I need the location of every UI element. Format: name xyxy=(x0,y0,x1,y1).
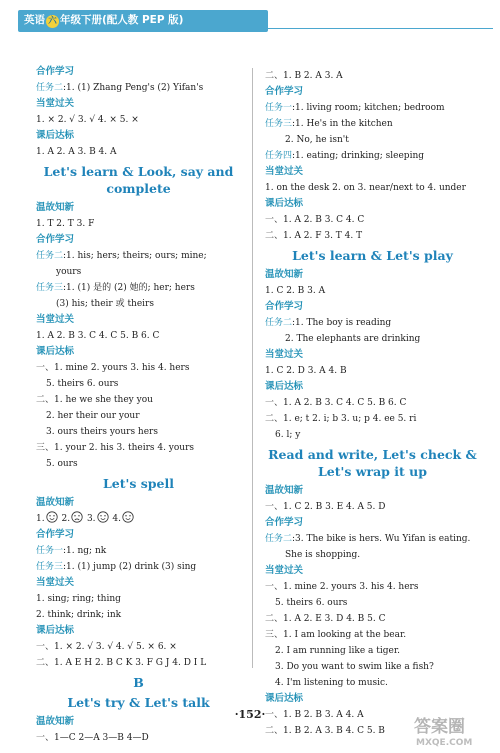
answer-line: 一、1. × 2. √ 3. √ 4. √ 5. × 6. × xyxy=(36,642,177,652)
answer-line: 二、1. B 2. A 3. B 4. C 5. B xyxy=(265,726,385,736)
section-title: B xyxy=(133,675,144,690)
section-title: Read and write, Let's check & Let's wrap it up xyxy=(268,447,477,479)
section-label: 当堂过关 xyxy=(36,577,75,588)
answer-line: 二、1. e; t 2. i; b 3. u; p 4. ee 5. ri xyxy=(265,414,417,424)
answer-line: 5. ours xyxy=(46,459,78,469)
answer-line: 3. ours theirs yours hers xyxy=(46,427,158,437)
answer-line: 1. on the desk 2. on 3. near/next to 4. under xyxy=(265,183,466,193)
task-text: :1. (1) jump (2) drink (3) sing xyxy=(63,562,197,572)
happy-face-icon xyxy=(97,511,109,523)
section-title: Let's try & Let's talk xyxy=(67,695,210,710)
task-text: :1. The boy is reading xyxy=(292,318,392,328)
answer-line: 一、1. A 2. B 3. C 4. C 5. B 6. C xyxy=(265,398,407,408)
sad-face-icon xyxy=(71,511,83,523)
section-label: 温故知新 xyxy=(265,485,304,496)
section-label: 课后达标 xyxy=(265,381,304,392)
answer-line: 1. × 2. √ 3. √ 4. × 5. × xyxy=(36,115,139,125)
section-label: 当堂过关 xyxy=(36,314,75,325)
task-label: 任务二 xyxy=(36,83,64,93)
task-answer xyxy=(36,80,241,96)
section-label: 温故知新 xyxy=(36,202,75,213)
task-answer xyxy=(265,116,480,132)
answer-line: She is shopping. xyxy=(285,550,361,560)
section-label: 合作学习 xyxy=(36,529,75,540)
task-answer xyxy=(36,559,241,575)
answer-line: 1. T 2. T 3. F xyxy=(36,219,95,229)
grade-badge: 六 xyxy=(46,15,59,28)
answer-line: 2. No, he isn't xyxy=(285,135,349,145)
header-subject: 英语 xyxy=(24,14,45,26)
answer-line: 二、1. A 2. E 3. D 4. B 5. C xyxy=(265,614,386,624)
task-text: :1. (1) Zhang Peng's (2) Yifan's xyxy=(63,83,204,93)
answer-line: (3) his; their 或 theirs xyxy=(56,299,154,309)
section-label: 当堂过关 xyxy=(265,565,304,576)
task-answer xyxy=(36,248,241,264)
happy-face-icon xyxy=(122,511,134,523)
section-label: 合作学习 xyxy=(36,234,75,245)
answer-line: 3. Do you want to swim like a fish? xyxy=(275,662,434,672)
face-number: 3. xyxy=(86,514,96,524)
section-label: 课后达标 xyxy=(265,198,304,209)
left-column xyxy=(36,64,241,746)
task-label: 任务三 xyxy=(265,119,293,129)
answer-line: 二、1. he we she they you xyxy=(36,395,153,405)
face-number: 1. xyxy=(36,514,45,524)
task-label: 任务二 xyxy=(36,251,64,261)
face-number: 4. xyxy=(112,514,121,524)
answer-line: 1. sing; ring; thing xyxy=(36,594,121,604)
section-label: 合作学习 xyxy=(265,301,304,312)
answer-line: 三、1. I am looking at the bear. xyxy=(265,630,407,640)
column-divider xyxy=(252,68,253,668)
header-rule xyxy=(268,28,493,29)
face-number: 2. xyxy=(61,514,71,524)
answer-line: 1. A 2. B 3. C 4. C 5. B 6. C xyxy=(36,331,160,341)
task-text: :1. his; hers; theirs; ours; mine; xyxy=(63,251,207,261)
section-label: 合作学习 xyxy=(265,86,304,97)
task-answer xyxy=(36,280,241,296)
section-label: 当堂过关 xyxy=(265,166,304,177)
answer-line: 2. her their our your xyxy=(46,411,140,421)
answer-line: 二、1. A E H 2. B C K 3. F G J 4. D I L xyxy=(36,658,207,668)
answer-line: 一、1. mine 2. yours 3. his 4. hers xyxy=(265,582,419,592)
watermark-sub: MXQE.COM xyxy=(416,738,473,748)
task-answer xyxy=(265,100,480,116)
section-label: 温故知新 xyxy=(36,497,75,508)
section-label: 温故知新 xyxy=(36,716,75,727)
task-answer xyxy=(265,148,480,164)
answer-line: 三、1. your 2. his 3. theirs 4. yours xyxy=(36,443,195,453)
answer-line: 一、1. A 2. B 3. C 4. C xyxy=(265,215,365,225)
answer-line: 4. I'm listening to music. xyxy=(275,678,388,688)
section-label: 合作学习 xyxy=(36,66,75,77)
task-label: 任务二 xyxy=(265,534,293,544)
task-answer xyxy=(36,543,241,559)
page-number: ·152· xyxy=(234,708,266,721)
task-label: 任务一 xyxy=(36,546,64,556)
answer-line: 二、1. A 2. F 3. T 4. T xyxy=(265,231,363,241)
section-label: 当堂过关 xyxy=(265,349,304,360)
task-answer xyxy=(265,315,480,331)
section-title: Let's learn & Look, say and complete xyxy=(43,164,234,196)
watermark-logo xyxy=(412,714,497,748)
header-book: 年级下册(配人教 PEP 版) xyxy=(60,14,184,26)
answer-line: 1. C 2. D 3. A 4. B xyxy=(265,366,347,376)
section-label: 合作学习 xyxy=(265,517,304,528)
task-text: :1. ng; nk xyxy=(63,546,107,556)
task-text: :1. (1) 是的 (2) 她的; her; hers xyxy=(63,283,195,293)
task-label: 任务四 xyxy=(265,151,293,161)
section-title: Let's spell xyxy=(103,476,174,491)
happy-face-icon xyxy=(46,511,58,523)
section-label: 课后达标 xyxy=(36,346,75,357)
answer-line: 1. A 2. A 3. B 4. A xyxy=(36,147,117,157)
page-header xyxy=(0,0,500,40)
task-text: :1. He's in the kitchen xyxy=(292,119,393,129)
section-title: Let's learn & Let's play xyxy=(292,248,453,263)
answer-line: 一、1. B 2. B 3. A 4. A xyxy=(265,710,364,720)
answer-line: 一、1—C 2—A 3—B 4—D xyxy=(36,733,149,743)
answer-line: 一、1. mine 2. yours 3. his 4. hers xyxy=(36,363,190,373)
task-text: :1. eating; drinking; sleeping xyxy=(292,151,425,161)
task-label: 任务二 xyxy=(265,318,293,328)
answer-line: 5. theirs 6. ours xyxy=(46,379,119,389)
task-answer xyxy=(265,531,480,547)
section-label: 课后达标 xyxy=(265,693,304,704)
answer-line: 5. theirs 6. ours xyxy=(275,598,348,608)
task-label: 任务一 xyxy=(265,103,293,113)
section-label: 温故知新 xyxy=(265,269,304,280)
answer-line: 2. The elephants are drinking xyxy=(285,334,421,344)
answer-line: 6. l; y xyxy=(275,430,301,440)
answer-line: 1. C 2. B 3. A xyxy=(265,286,326,296)
answer-line: 一、1. C 2. B 3. E 4. A 5. D xyxy=(265,502,386,512)
face-answers xyxy=(36,511,241,527)
task-label: 任务三 xyxy=(36,562,64,572)
answer-line: 二、1. B 2. A 3. A xyxy=(265,71,343,81)
answer-line: 2. think; drink; ink xyxy=(36,610,122,620)
answer-line: 2. I am running like a tiger. xyxy=(275,646,400,656)
task-text: :1. living room; kitchen; bedroom xyxy=(292,103,445,113)
section-label: 当堂过关 xyxy=(36,98,75,109)
right-column xyxy=(265,68,480,739)
answer-line: yours xyxy=(56,267,82,277)
section-label: 课后达标 xyxy=(36,130,75,141)
watermark-text: 答案圈 xyxy=(414,717,465,737)
header-title xyxy=(24,12,183,28)
task-label: 任务三 xyxy=(36,283,64,293)
task-text: :3. The bike is hers. Wu Yifan is eating. xyxy=(292,534,471,544)
section-label: 课后达标 xyxy=(36,625,75,636)
